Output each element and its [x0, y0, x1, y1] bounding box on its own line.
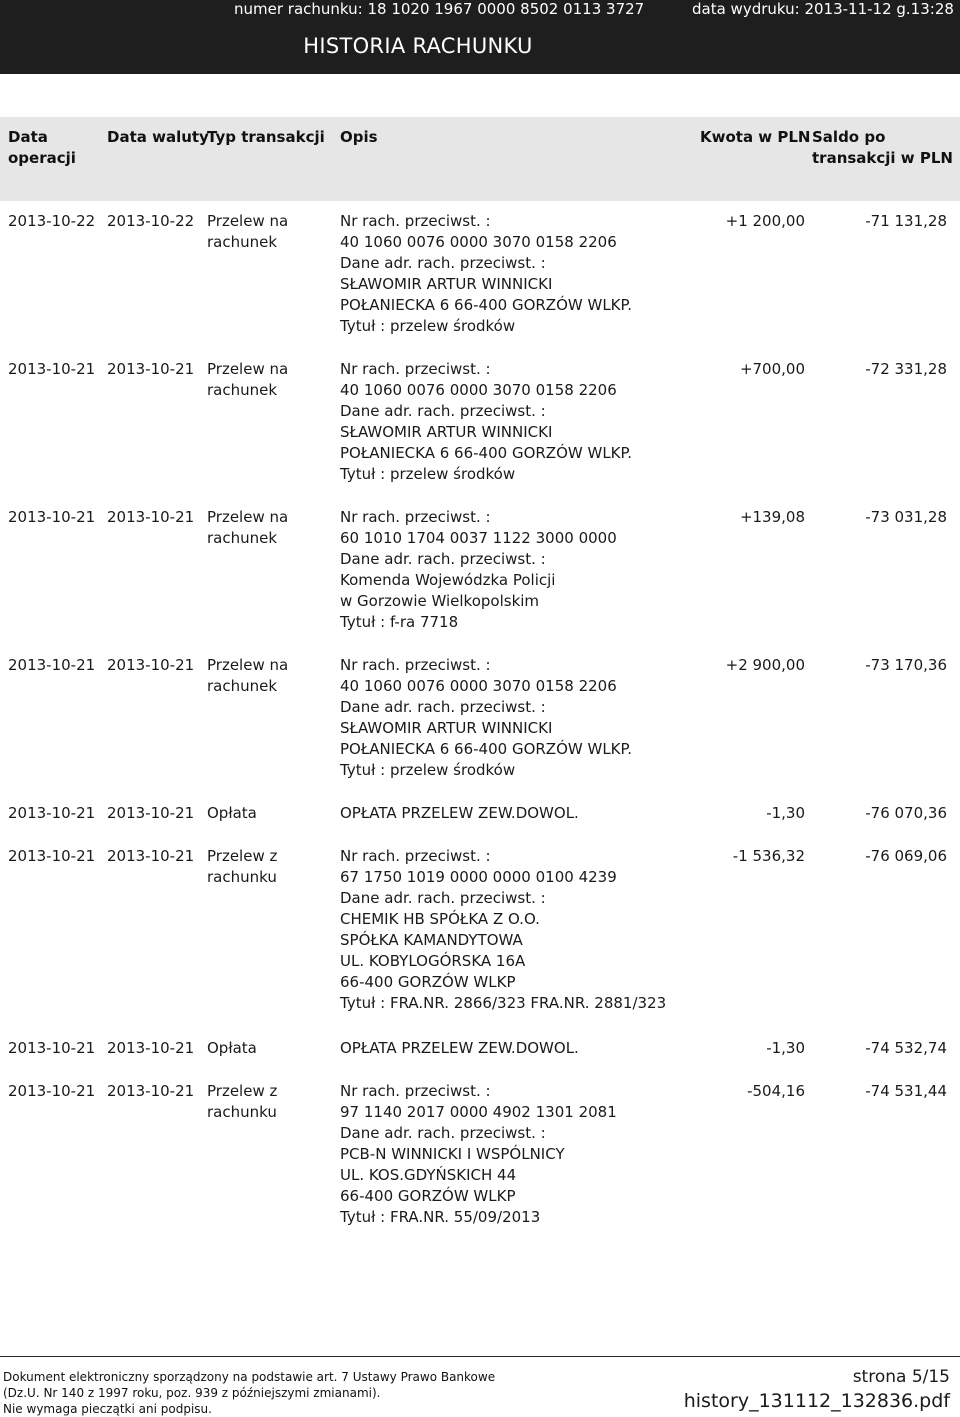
- cell-type: [207, 507, 317, 549]
- description-line: OPŁATA PRZELEW ZEW.DOWOL.: [340, 1039, 579, 1057]
- description-line: CHEMIK HB SPÓŁKA Z O.O.: [340, 910, 540, 928]
- cell-amount: -1,30: [766, 804, 805, 822]
- cell-value-date: 2013-10-21: [107, 1082, 195, 1100]
- cell-date: 2013-10-21: [8, 847, 96, 865]
- description-line: 66-400 GORZÓW WLKP: [340, 1187, 516, 1205]
- description-line: 40 1060 0076 0000 3070 0158 2206: [340, 381, 617, 399]
- cell-type: [207, 803, 317, 824]
- cell-description: [340, 1081, 700, 1228]
- cell-date: 2013-10-21: [8, 804, 96, 822]
- cell-type: [207, 1038, 317, 1059]
- cell-value-date: 2013-10-21: [107, 1039, 195, 1057]
- description-line: SŁAWOMIR ARTUR WINNICKI: [340, 275, 553, 293]
- type-line: rachunek: [207, 381, 278, 399]
- description-line: Komenda Wojewódzka Policji: [340, 571, 556, 589]
- cell-amount: +139,08: [739, 508, 805, 526]
- type-line: rachunek: [207, 677, 278, 695]
- description-line: Tytuł : FRA.NR. 2866/323 FRA.NR. 2881/323: [340, 994, 667, 1012]
- cell-balance: -76 069,06: [865, 847, 947, 865]
- description-line: Dane adr. rach. przeciwst. :: [340, 550, 546, 568]
- description-line: Tytuł : przelew środków: [340, 465, 516, 483]
- type-line: Przelew z: [207, 1082, 278, 1100]
- file-name: history_131112_132836.pdf: [683, 1390, 950, 1412]
- page-number: strona 5/15: [852, 1367, 950, 1387]
- description-line: PCB-N WINNICKI I WSPÓLNICY: [340, 1145, 565, 1163]
- cell-amount: +2 900,00: [725, 656, 805, 674]
- cell-date: 2013-10-21: [8, 1039, 96, 1057]
- description-line: OPŁATA PRZELEW ZEW.DOWOL.: [340, 804, 579, 822]
- cell-balance: -74 531,44: [865, 1082, 947, 1100]
- type-line: Przelew z: [207, 847, 278, 865]
- description-line: 40 1060 0076 0000 3070 0158 2206: [340, 233, 617, 251]
- description-line: Nr rach. przeciwst. :: [340, 1082, 491, 1100]
- description-line: SPÓŁKA KAMANDYTOWA: [340, 931, 523, 949]
- document-footer: [0, 1356, 960, 1417]
- description-line: 67 1750 1019 0000 0000 0100 4239: [340, 868, 617, 886]
- cell-balance: -72 331,28: [865, 360, 947, 378]
- description-line: w Gorzowie Wielkopolskim: [340, 592, 540, 610]
- description-line: Nr rach. przeciwst. :: [340, 847, 491, 865]
- type-line: Opłata: [207, 1039, 257, 1057]
- description-line: POŁANIECKA 6 66-400 GORZÓW WLKP.: [340, 296, 632, 314]
- cell-date: 2013-10-21: [8, 656, 96, 674]
- cell-balance: -74 532,74: [865, 1039, 947, 1057]
- cell-value-date: 2013-10-21: [107, 508, 195, 526]
- cell-description: [340, 846, 700, 1014]
- column-header-type: Typ transakcji: [207, 128, 325, 146]
- type-line: Przelew na: [207, 508, 289, 526]
- cell-balance: -76 070,36: [865, 804, 947, 822]
- table-header: [0, 117, 960, 201]
- print-date: data wydruku: 2013-11-12 g.13:28: [692, 0, 954, 18]
- type-line: rachunek: [207, 529, 278, 547]
- cell-date: 2013-10-21: [8, 360, 96, 378]
- cell-value-date: 2013-10-21: [107, 847, 195, 865]
- cell-amount: -1,30: [766, 1039, 805, 1057]
- description-line: 97 1140 2017 0000 4902 1301 2081: [340, 1103, 617, 1121]
- type-line: Przelew na: [207, 656, 289, 674]
- description-line: POŁANIECKA 6 66-400 GORZÓW WLKP.: [340, 740, 632, 758]
- cell-amount: -504,16: [747, 1082, 805, 1100]
- type-line: rachunku: [207, 868, 277, 886]
- description-line: SŁAWOMIR ARTUR WINNICKI: [340, 423, 553, 441]
- description-line: Dane adr. rach. przeciwst. :: [340, 402, 546, 420]
- type-line: Przelew na: [207, 360, 289, 378]
- cell-balance: -73 170,36: [865, 656, 947, 674]
- cell-date: 2013-10-22: [8, 212, 96, 230]
- type-line: Opłata: [207, 804, 257, 822]
- account-number: numer rachunku: 18 1020 1967 0000 8502 0113 3727: [234, 0, 645, 18]
- description-line: UL. KOS.GDYŃSKICH 44: [340, 1166, 517, 1184]
- cell-date: 2013-10-21: [8, 508, 96, 526]
- type-line: rachunku: [207, 1103, 277, 1121]
- cell-type: [207, 359, 317, 401]
- description-line: Tytuł : f-ra 7718: [340, 613, 459, 631]
- cell-type: [207, 655, 317, 697]
- column-header-amount: Kwota w PLN: [700, 128, 811, 146]
- description-line: Tytuł : przelew środków: [340, 761, 516, 779]
- cell-amount: +700,00: [739, 360, 805, 378]
- cell-value-date: 2013-10-21: [107, 360, 195, 378]
- cell-type: [207, 211, 317, 253]
- page-title: HISTORIA RACHUNKU: [303, 34, 533, 58]
- cell-type: [207, 1081, 317, 1123]
- description-line: 40 1060 0076 0000 3070 0158 2206: [340, 677, 617, 695]
- column-header-balance: Saldo po transakcji w PLN: [812, 128, 953, 167]
- column-header-description: Opis: [340, 128, 378, 146]
- cell-value-date: 2013-10-22: [107, 212, 195, 230]
- description-line: Tytuł : przelew środków: [340, 317, 516, 335]
- cell-amount: -1 536,32: [732, 847, 805, 865]
- description-line: Dane adr. rach. przeciwst. :: [340, 254, 546, 272]
- cell-balance: -71 131,28: [865, 212, 947, 230]
- type-line: Przelew na: [207, 212, 289, 230]
- cell-balance: -73 031,28: [865, 508, 947, 526]
- cell-date: 2013-10-21: [8, 1082, 96, 1100]
- description-line: Nr rach. przeciwst. :: [340, 656, 491, 674]
- document-header: [0, 0, 960, 74]
- description-line: Nr rach. przeciwst. :: [340, 360, 491, 378]
- legal-note: Dokument elektroniczny sporządzony na podstawie art. 7 Ustawy Prawo Bankowe (Dz.U. Nr 140 z 1997 roku, poz. 939 z późniejszymi zmianami). Nie wymaga pieczątki ani podpisu.: [3, 1370, 496, 1416]
- description-line: POŁANIECKA 6 66-400 GORZÓW WLKP.: [340, 444, 632, 462]
- cell-amount: +1 200,00: [725, 212, 805, 230]
- description-line: Dane adr. rach. przeciwst. :: [340, 889, 546, 907]
- description-line: Nr rach. przeciwst. :: [340, 212, 491, 230]
- description-line: UL. KOBYLOGÓRSKA 16A: [340, 952, 526, 970]
- column-header-value-date: Data waluty: [107, 128, 209, 146]
- description-line: 66-400 GORZÓW WLKP: [340, 973, 516, 991]
- description-line: Nr rach. przeciwst. :: [340, 508, 491, 526]
- type-line: rachunek: [207, 233, 278, 251]
- description-line: 60 1010 1704 0037 1122 3000 0000: [340, 529, 617, 547]
- cell-value-date: 2013-10-21: [107, 656, 195, 674]
- cell-type: [207, 846, 317, 888]
- cell-value-date: 2013-10-21: [107, 804, 195, 822]
- description-line: Tytuł : FRA.NR. 55/09/2013: [340, 1208, 541, 1226]
- column-header-date: Data operacji: [8, 128, 76, 167]
- description-line: Dane adr. rach. przeciwst. :: [340, 1124, 546, 1142]
- description-line: Dane adr. rach. przeciwst. :: [340, 698, 546, 716]
- description-line: SŁAWOMIR ARTUR WINNICKI: [340, 719, 553, 737]
